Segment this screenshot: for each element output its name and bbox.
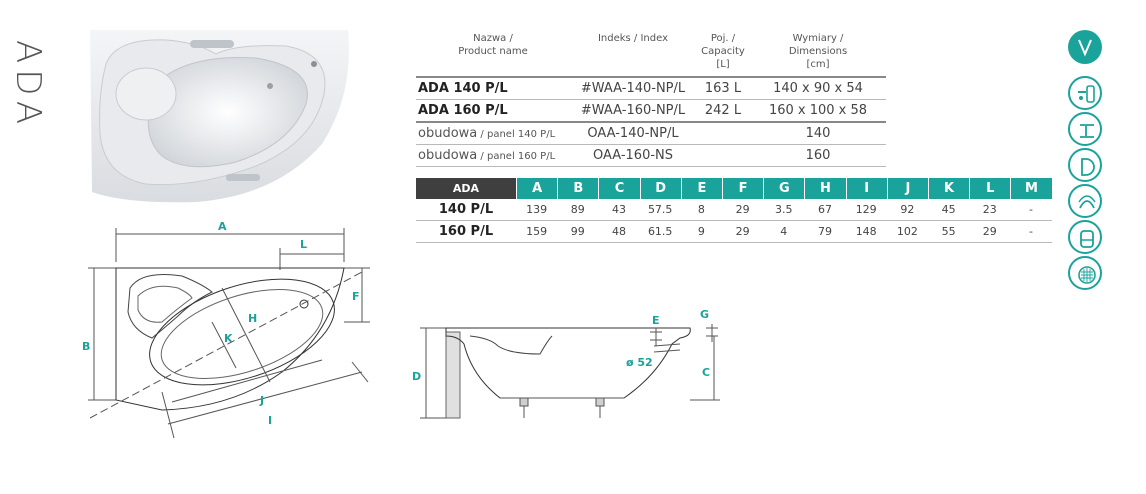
plan-label-i: I xyxy=(268,414,273,427)
dim-cell: 99 xyxy=(570,225,585,238)
dim-cell: 55 xyxy=(941,225,956,238)
panel-index: OAA-140-NP/L xyxy=(587,126,679,141)
feature-icons xyxy=(1068,30,1106,260)
panel-name-sub: / panel 140 P/L xyxy=(477,129,556,140)
column-header-f: F xyxy=(722,178,763,199)
product-index: #WAA-140-NP/L xyxy=(580,81,686,96)
dim-cell: 8 xyxy=(697,203,705,216)
dim-cell: 61.5 xyxy=(647,225,673,238)
side-label-e: E xyxy=(652,314,660,327)
panel-dimensions: 160 xyxy=(805,148,831,163)
panel-name-main: obudowa xyxy=(418,126,478,141)
bathtub-photo xyxy=(86,24,358,204)
product-row xyxy=(416,76,886,100)
dim-cell: 9 xyxy=(697,225,705,238)
dim-cell: 148 xyxy=(855,225,877,238)
column-header-a: A xyxy=(516,178,557,199)
dim-cell: 48 xyxy=(611,225,626,238)
dim-cell: 159 xyxy=(526,225,548,238)
plan-label-j: J xyxy=(260,394,265,407)
panel-row xyxy=(416,123,886,145)
row-model-name: 140 P/L xyxy=(438,202,494,217)
panel-name xyxy=(418,123,555,145)
side-label-g: G xyxy=(700,308,710,321)
dim-cell: 29 xyxy=(735,203,750,216)
dim-cell: 29 xyxy=(982,225,997,238)
dim-cell: 129 xyxy=(855,203,877,216)
column-header-l: L xyxy=(969,178,1010,199)
header-index: Indeks / Index xyxy=(597,33,669,44)
dim-cell: 45 xyxy=(941,203,956,216)
d-shape-icon xyxy=(1068,148,1102,182)
product-index: #WAA-160-NP/L xyxy=(580,103,686,118)
plan-label-h: H xyxy=(248,312,258,325)
dim-cell: 89 xyxy=(570,203,585,216)
dim-cell: 139 xyxy=(526,203,548,216)
header-name-pl: Nazwa / xyxy=(473,33,513,44)
row-model-name: 160 P/L xyxy=(438,224,494,239)
plan-label-f: F xyxy=(352,290,360,303)
panel-name xyxy=(418,145,555,167)
product-capacity: 242 L xyxy=(704,103,742,118)
column-header-k: K xyxy=(928,178,969,199)
column-header-i: I xyxy=(846,178,887,199)
dim-cell: 67 xyxy=(817,203,832,216)
dim-cell: - xyxy=(1028,225,1033,238)
dim-cell: 43 xyxy=(611,203,626,216)
dimensions-table-header xyxy=(416,178,1052,199)
plan-label-k: K xyxy=(224,332,233,345)
grid-icon xyxy=(1068,256,1102,290)
top-view-drawing xyxy=(82,212,382,490)
column-header-e: E xyxy=(681,178,722,199)
plan-label-l: L xyxy=(300,238,308,251)
product-row xyxy=(416,100,886,123)
header-name-en: Product name xyxy=(458,46,528,57)
dimensions-row xyxy=(416,221,1052,243)
dim-cell: 4 xyxy=(780,225,788,238)
column-header-c: C xyxy=(598,178,639,199)
panel-name-main: obudowa xyxy=(418,148,478,163)
plan-label-a: A xyxy=(218,220,227,233)
header-capacity-pl: Poj. / xyxy=(710,33,736,44)
product-dimensions: 140 x 90 x 54 xyxy=(773,81,863,96)
dim-cell: 92 xyxy=(900,203,915,216)
panel-dimensions: 140 xyxy=(805,126,831,141)
model-label: ADA xyxy=(416,178,516,199)
dimensions-row xyxy=(416,199,1052,221)
column-header-b: B xyxy=(557,178,598,199)
header-capacity-unit: [L] xyxy=(716,59,730,70)
product-table-header xyxy=(416,32,886,76)
panel-index: OAA-160-NS xyxy=(592,148,674,163)
seat-icon xyxy=(1068,220,1102,254)
side-view-drawing xyxy=(400,288,730,438)
column-header-g: G xyxy=(763,178,804,199)
column-header-j: J xyxy=(887,178,928,199)
header-capacity-en: Capacity xyxy=(701,46,745,57)
product-capacity: 163 L xyxy=(704,81,742,96)
product-name: ADA 160 P/L xyxy=(418,103,508,118)
panel-row xyxy=(416,145,886,167)
header-dims-pl: Wymiary / xyxy=(792,33,844,44)
side-label-c: C xyxy=(702,366,711,379)
product-table xyxy=(416,32,886,167)
side-panel-icon xyxy=(1068,112,1102,146)
header-dims-en: Dimensions xyxy=(788,46,848,57)
dimensions-table xyxy=(416,178,1052,243)
dim-cell: 57.5 xyxy=(647,203,673,216)
dim-cell: 29 xyxy=(735,225,750,238)
dim-cell: 3.5 xyxy=(775,203,793,216)
faucet-icon xyxy=(1068,76,1102,110)
header-dims-unit: [cm] xyxy=(806,59,830,70)
column-header-m: M xyxy=(1010,178,1051,199)
drain-diameter-label: ø 52 xyxy=(626,356,653,369)
v-letter-icon xyxy=(1068,30,1102,64)
product-title-text: ADA xyxy=(8,40,48,131)
column-header-h: H xyxy=(804,178,845,199)
dim-cell: 102 xyxy=(896,225,918,238)
dim-cell: 79 xyxy=(817,225,832,238)
product-title xyxy=(4,40,48,131)
product-dimensions: 160 x 100 x 58 xyxy=(768,103,868,118)
side-label-d: D xyxy=(412,370,422,383)
panel-name-sub: / panel 160 P/L xyxy=(477,151,556,162)
plan-label-b: B xyxy=(82,340,91,353)
product-name: ADA 140 P/L xyxy=(418,81,508,96)
dim-cell: - xyxy=(1028,203,1033,216)
curve-icon xyxy=(1068,184,1102,218)
column-header-d: D xyxy=(640,178,681,199)
dim-cell: 23 xyxy=(982,203,997,216)
